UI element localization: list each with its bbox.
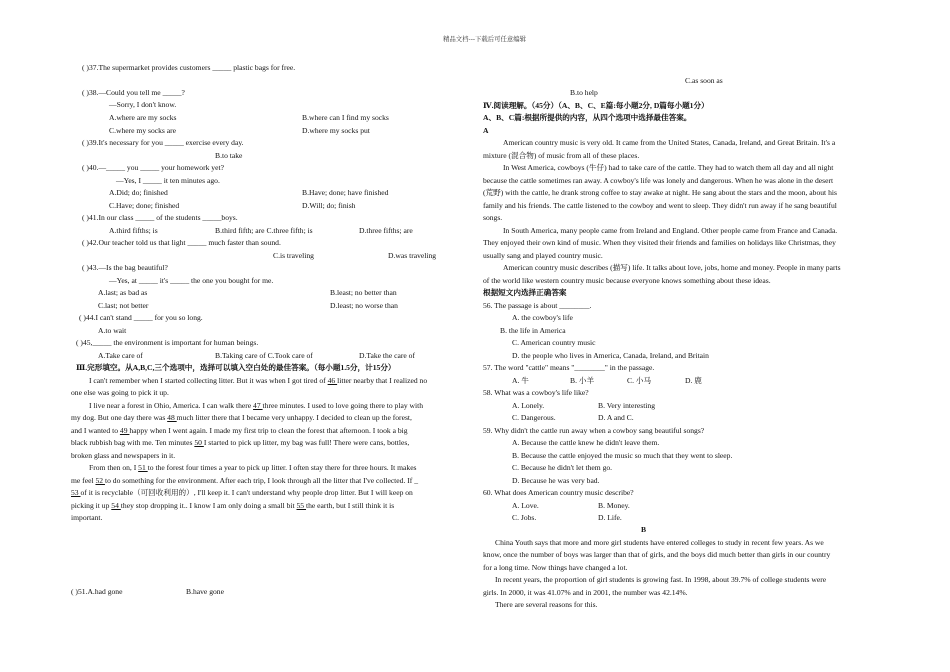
- option-45-a: A.Take care of: [98, 351, 143, 360]
- question-51: ( )51.A.had gone: [71, 587, 123, 596]
- question-43-reply: —Yes, at _____ it's _____ the one you bought for me.: [109, 276, 274, 285]
- passage-b-line: There are several reasons for this.: [495, 600, 598, 609]
- passage-b-line: for a long time. Now things have changed a lot.: [483, 563, 628, 572]
- question-38: ( )38.—Could you tell me _____?: [82, 88, 185, 97]
- cloze-line: my dog. But one day there was 48 much litter there that I became very unhappy. I decided to clean up the forest,: [71, 413, 412, 422]
- passage-b-label: B: [641, 525, 647, 534]
- option-40-b: B.Have; done; have finished: [302, 188, 389, 197]
- option-44-a: A.to wait: [98, 326, 127, 335]
- passage-a-line: In West America, cowboys (牛仔) had to take care of the cattle. They had to watch them all day and all night: [503, 163, 834, 172]
- cloze-line: important.: [71, 513, 103, 522]
- question-58: 58. What was a cowboy's life like?: [483, 388, 589, 397]
- passage-a-line: They enjoyed their own kind of music. When they visited their friends and families on holidays like Christmas, they: [483, 238, 836, 247]
- cloze-line: 53 of it is recyclable（可回收利用的）, I'll keep it. I can't understand why people drop litter. But I will keep on: [71, 488, 413, 497]
- passage-b-line: girls. In 2000, it was 41.07% and in 2001, the number was 42.14%.: [483, 588, 688, 597]
- passage-a-line: In South America, many people came from Ireland and England. Other people came from France and Canada.: [503, 226, 838, 235]
- option-43-c: C.last; not better: [98, 301, 149, 310]
- option-41-a: A.third fifths; is: [109, 226, 158, 235]
- passage-a-line: mixture (混合物) of music from all of these places.: [483, 151, 640, 160]
- cloze-line: and I wanted to 49 happy when I went again. I made my first trip to clean the forest that afternoon. I took a big: [71, 426, 408, 435]
- question-44: ( )44.I can't stand _____ for you so long.: [79, 313, 203, 322]
- question-37: ( )37.The supermarket provides customers _____ plastic bags for free.: [82, 63, 296, 72]
- question-39: ( )39.It's necessary for you _____ exercise every day.: [82, 138, 244, 147]
- passage-a-label: A: [483, 126, 489, 135]
- option-58-b: B. Very interesting: [598, 401, 656, 410]
- question-43: ( )43.—Is the bag beautiful?: [82, 263, 168, 272]
- option-40-a: A.Did; do; finished: [109, 188, 168, 197]
- question-60: 60. What does American country music describe?: [483, 488, 634, 497]
- option-57-c: C. 小马: [627, 376, 652, 385]
- question-38-reply: —Sorry, I don't know.: [109, 100, 177, 109]
- cloze-line: I live near a forest in Ohio, America. I can walk there 47 three minutes. I used to love going there to play with: [89, 401, 424, 410]
- cloze-line: one else was going to pick it up.: [71, 388, 169, 397]
- option-56-a: A. the cowboy's life: [512, 313, 573, 322]
- option-59-c: C. Because he didn't let them go.: [512, 463, 613, 472]
- option-43-b: B.least; no better than: [330, 288, 397, 297]
- option-43-d: D.least; no worse than: [330, 301, 398, 310]
- cloze-line: I can't remember when I started collecting litter. But it was when I got tired of 46 litter nearby that I realized no: [89, 376, 428, 385]
- question-57: 57. The word "cattle" means "________" in the passage.: [483, 363, 655, 372]
- question-41: ( )41.In our class _____ of the students _____boys.: [82, 213, 238, 222]
- cloze-line: picking it up 54 they stop dropping it.. I know I am only doing a small bit 55 the earth, but I still think it is: [71, 501, 395, 510]
- option-56-b: B. the life in America: [500, 326, 566, 335]
- question-42: ( )42.Our teacher told us that light _____ much faster than sound.: [82, 238, 281, 247]
- question-40-reply: —Yes, I _____ it ten minutes ago.: [116, 176, 220, 185]
- option-45-d: D.Take the care of: [359, 351, 415, 360]
- option-40-c: C.Have; done; finished: [109, 201, 180, 210]
- instruction-abc: A、B、C篇:根据所提供的内容，从四个选项中选择最佳答案。: [483, 113, 692, 122]
- passage-a-line: American country music describes (描写) life. It talks about love, jobs, home and money. People in many parts: [503, 263, 841, 272]
- question-56: 56. The passage is about ________.: [483, 301, 592, 310]
- option-38-b: B.where can I find my socks: [302, 113, 389, 122]
- passage-a-line: (荒野) with the cattle, he drank strong coffee to stay awake at night. He sang about the stars and the moon, about his: [483, 188, 837, 197]
- cloze-line: From then on, I 51 to the forest four times a year to pick up litter. I often stay there for three hours. It makes: [89, 463, 417, 472]
- passage-a-line: because the cattle sometimes ran away. A cowboy's life was lonely and dangerous. When he was alone in the desert: [483, 176, 834, 185]
- option-59-a: A. Because the cattle knew he didn't leave them.: [512, 438, 660, 447]
- passage-a-line: usually sang and played country music.: [483, 251, 603, 260]
- passage-b-line: China Youth says that more and more girl students have entered colleges to study in recent few years. As we: [495, 538, 824, 547]
- passage-a-line: songs.: [483, 213, 503, 222]
- option-38-a: A.where are my socks: [109, 113, 177, 122]
- section-4-title: Ⅳ.阅读理解。（45分）（A、B、C、E篇:每小题2分, D篇每小题1分）: [483, 101, 709, 110]
- option-42-c: C.is traveling: [273, 251, 314, 260]
- passage-b-line: In recent years, the proportion of girl students is growing fast. In 1998, about 39.7% of college students were: [495, 575, 827, 584]
- option-43-a: A.last; as bad as: [98, 288, 148, 297]
- cloze-line: me feel 52 to do something for the environment. After each trip, I look through all the litter that I've collected. If _: [71, 476, 419, 485]
- option-41-d: D.three fifths; are: [359, 226, 413, 235]
- passage-a-line: of the world like western country music because everyone knows something about these ideas.: [483, 276, 771, 285]
- option-58-a: A. Lonely.: [512, 401, 545, 410]
- option-57-b: B. 小羊: [570, 376, 595, 385]
- option-60-d: D. Life.: [598, 513, 622, 522]
- option-56-c: C. American country music: [512, 338, 596, 347]
- option-59-b: B. Because the cattle enjoyed the music so much that they went to sleep.: [512, 451, 733, 460]
- option-c-as-soon-as: C.as soon as: [685, 76, 723, 85]
- option-60-c: C. Jobs.: [512, 513, 537, 522]
- option-38-d: D.where my socks put: [302, 126, 370, 135]
- passage-b-line: know, once the number of boys was larger than that of girls, and the boys did much better than girls in our country: [483, 550, 831, 559]
- option-56-d: D. the people who lives in America, Canada, Ireland, and Britain: [512, 351, 709, 360]
- question-40: ( )40.—_____ you _____ your homework yet?: [82, 163, 224, 172]
- passage-a-line: American country music is very old. It came from the United States, Canada, Ireland, and Great Britain. It's a: [503, 138, 836, 147]
- option-57-d: D. 鹿: [685, 376, 702, 385]
- option-42-d: D.was traveling: [388, 251, 437, 260]
- question-59: 59. Why didn't the cattle run away when a cowboy sang beautiful songs?: [483, 426, 705, 435]
- option-39-b: B.to take: [215, 151, 243, 160]
- option-58-c: C. Dangerous.: [512, 413, 556, 422]
- option-51-b: B.have gone: [186, 587, 224, 596]
- option-57-a: A. 牛: [512, 376, 529, 385]
- option-40-d: D.Will; do; finish: [302, 201, 356, 210]
- option-b-to-help: B.to help: [570, 88, 598, 97]
- option-38-c: C.where my socks are: [109, 126, 177, 135]
- page-header: 精品文档---下载后可任意编辑: [443, 36, 527, 43]
- passage-a-line: family and his friends. The cattle listened to the cowboy and went to sleep. They didn't run away if he sang beautiful: [483, 201, 837, 210]
- option-60-b: B. Money.: [598, 501, 630, 510]
- cloze-line: broken glass and newspapers in it.: [71, 451, 176, 460]
- option-60-a: A. Love.: [512, 501, 539, 510]
- option-58-d: D. A and C.: [598, 413, 634, 422]
- instruction-select: 根据短文内选择正确答案: [483, 288, 567, 297]
- option-45-bc: B.Taking care of C.Took care of: [215, 351, 313, 360]
- cloze-line: black rubbish bag with me. Ten minutes 50 I started to pick up litter, my bag was full! There were cans, bottles,: [71, 438, 410, 447]
- option-41-bc: B.third fifth; are C.three fifth; is: [215, 226, 313, 235]
- section-3-title: Ⅲ.完形填空。从A,B,C,三个选项中，选择可以填入空白处的最佳答案。（每小题1.5分，计15分）: [76, 363, 396, 372]
- option-59-d: D. Because he was very bad.: [512, 476, 600, 485]
- question-45: ( )45,_____ the environment is important for human beings.: [76, 338, 259, 347]
